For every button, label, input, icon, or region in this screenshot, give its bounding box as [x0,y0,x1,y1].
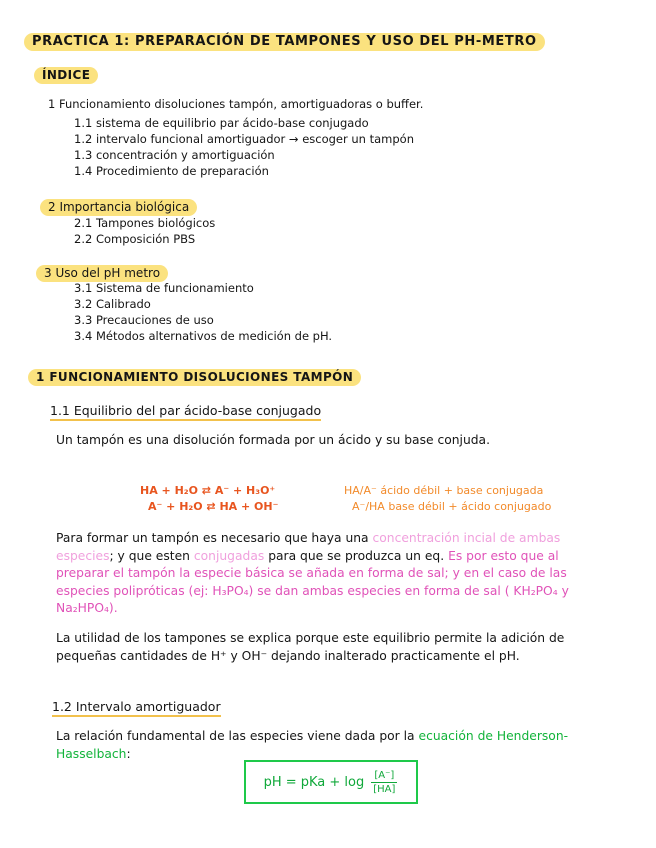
index-heading: ÍNDICE [34,64,98,84]
henderson-hasselbach-formula: pH = pKa + log $\frac{[A^-]}{[HA]}$ [244,760,418,804]
intro-paragraph: Un tampón es una disolución formada por un ácido y su base conjuda. [56,433,490,447]
toc-item: 3.3 Precauciones de uso [74,313,214,327]
toc-item: 1.2 intervalo funcional amortiguador → escoger un tampón [74,132,415,146]
toc-item: 1.4 Procedimiento de preparación [74,164,269,178]
paragraph-buffer-formation: Para formar un tampón es necesario que haya una concentración incial de ambas especies; y que esten conjugadas para que se produzca un eq. Es por esto que al preparar el tampón la especie básica se añada en forma de sal; y en el caso de las especies polipróticas (ej: H₃PO₄) se dan ambas especies en forma de sal ( KH₂PO₄ y Na₂HPO₄). [56,531,569,615]
highlight-conjugated: conjugadas [193,548,265,563]
salt-explanation: Es por esto que al preparar el tampón la especie básica se añada en forma de sal; y en el caso de las especies polipróticas (ej: H₃PO₄) se dan ambas especies en forma de sal ( KH₂PO₄ y Na₂HPO₄). [56,548,569,615]
toc-item: 1.3 concentración y amortiguación [74,148,275,162]
toc-item: 3.4 Métodos alternativos de medición de pH. [74,329,333,343]
toc-item: 3.2 Calibrado [74,297,151,311]
paragraph-henderson: La relación fundamental de las especies viene dada por la ecuación de Henderson-Hasselbach: [56,729,569,761]
equation-note-2: A⁻/HA base débil + ácido conjugado [352,500,552,513]
log-fraction: $\frac{[A^-]}{[HA]}$ [373,769,396,795]
page-title: PRACTICA 1: PREPARACIÓN DE TAMPONES Y USO DEL PH-METRO [24,30,545,51]
equation-note-1: HA/A⁻ ácido débil + base conjugada [344,484,544,497]
subsection-1-2-heading: 1.2 Intervalo amortiguador [52,696,221,715]
toc-section-3: 3 Uso del pH metro [36,262,168,282]
highlight-henderson-hasselbach: ecuación de Henderson-Hasselbach [56,729,569,761]
toc-item: 3.1 Sistema de funcionamiento [74,281,254,295]
toc-item: 2.2 Composición PBS [74,232,196,246]
section-1-heading: 1 FUNCIONAMIENTO DISOLUCIONES TAMPÓN [28,366,361,386]
toc-section-1: 1 Funcionamiento disoluciones tampón, amortiguadoras o buffer. [48,97,424,111]
equilibrium-equation-2: A⁻ + H₂O ⇄ HA + OH⁻ [148,500,279,513]
equilibrium-equation-1: HA + H₂O ⇄ A⁻ + H₃O⁺ [140,484,276,497]
paragraph-utility: La utilidad de los tampones se explica porque este equilibrio permite la adición de pequeñas cantidades de H⁺ y OH⁻ dejando inalterado practicamente el pH. [56,631,565,663]
toc-section-2: 2 Importancia biológica [40,196,197,216]
toc-item: 1.1 sistema de equilibrio par ácido-base conjugado [74,116,369,130]
highlight-initial-concentration: concentración incial de ambas especies [56,531,561,563]
toc-item: 2.1 Tampones biológicos [74,216,216,230]
subsection-1-1-heading: 1.1 Equilibrio del par ácido-base conjugado [50,400,321,419]
